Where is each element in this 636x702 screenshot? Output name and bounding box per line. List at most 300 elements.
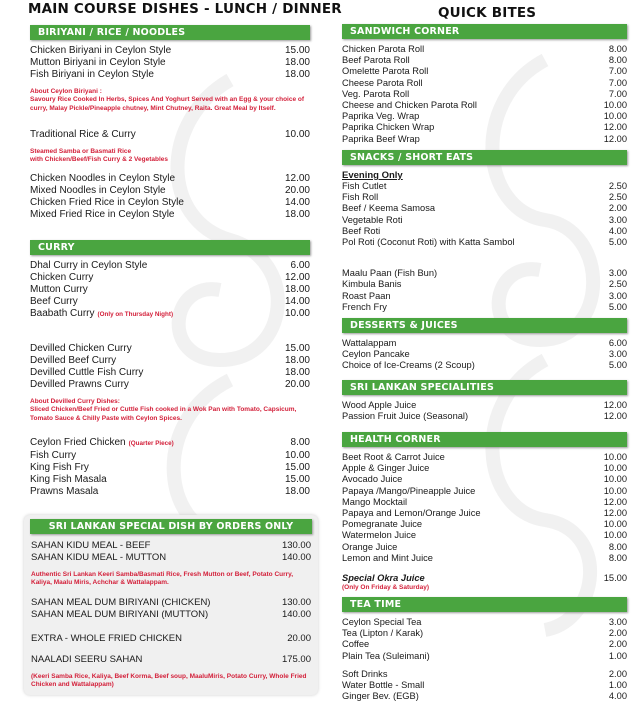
item-name	[342, 360, 475, 371]
item-price: 2.00	[608, 203, 627, 214]
item-name-text: SAHAN KIDU MEAL - MUTTON	[31, 552, 167, 563]
item-name-text: Chicken Curry	[30, 272, 94, 283]
item-name	[30, 486, 98, 498]
item-price: 12.00	[284, 272, 310, 283]
item-name-text: Paprika Beef Wrap	[342, 133, 420, 144]
item-group	[30, 129, 310, 165]
item-price: 12.00	[603, 122, 627, 133]
item-group	[342, 669, 627, 702]
item-group	[31, 597, 311, 621]
item-group	[342, 44, 627, 145]
menu-item	[30, 209, 310, 221]
section-biriyani-rice-noodles	[30, 25, 310, 221]
item-description: About Devilled Curry Dishes: Sliced Chicken/Beef Fried or Cuttle Fish cooked in a Wok Pan with Tomato, Capsicum, Tomato Sauce & Chilly Paste with Ceylon Spices.	[30, 398, 297, 422]
item-name-text: Cheese and Chicken Parota Roll	[342, 100, 477, 111]
item-name-text: Choice of Ice-Creams (2 Scoup)	[342, 360, 475, 371]
section-header: HEALTH CORNER	[342, 432, 627, 447]
item-name-text: Vegetable Roti	[342, 214, 403, 225]
item-price: 12.00	[603, 496, 627, 507]
item-name-text: Devilled Beef Curry	[30, 355, 117, 366]
item-group	[30, 437, 310, 498]
item-name-text: Cheese Parota Roll	[342, 77, 423, 88]
item-price: 10.00	[603, 452, 627, 462]
item-price: 15.00	[284, 45, 310, 56]
menu-item	[30, 260, 310, 272]
item-price: 20.00	[284, 185, 310, 197]
menu-item	[30, 462, 310, 474]
item-name	[342, 237, 515, 248]
item-name	[30, 450, 76, 462]
item-name	[30, 69, 154, 81]
item-price: 2.50	[608, 279, 627, 290]
item-group	[30, 173, 310, 221]
item-description: (Only On Friday & Saturday)	[342, 584, 430, 592]
menu-item	[342, 497, 627, 508]
item-name	[342, 279, 401, 290]
item-name	[31, 597, 210, 609]
item-name	[30, 462, 89, 474]
item-name	[342, 338, 396, 349]
item-price: 3.00	[608, 290, 627, 301]
item-name-text: Roast Paan	[342, 290, 391, 301]
menu-item	[342, 192, 627, 203]
section-sri-lankan-special-dish-by-orders-only	[24, 515, 318, 695]
item-name	[342, 111, 419, 122]
item-price: 18.00	[284, 284, 310, 295]
item-price: 6.00	[290, 260, 310, 271]
item-group	[31, 633, 311, 645]
item-price: 3.00	[608, 349, 627, 360]
menu-item	[342, 122, 627, 133]
item-price: 10.00	[284, 449, 310, 461]
menu-item	[342, 463, 627, 474]
item-name	[342, 486, 475, 497]
item-name-text: Beef Curry	[30, 296, 78, 307]
item-name-text: Mutton Biriyani in Ceylon Style	[30, 57, 166, 68]
section-health-corner	[342, 432, 627, 593]
menu-item	[342, 669, 627, 680]
item-name	[31, 609, 208, 621]
item-price: 10.00	[603, 474, 627, 485]
item-name	[342, 452, 445, 463]
item-name	[342, 134, 420, 145]
menu-item	[30, 308, 310, 321]
item-name	[342, 203, 435, 214]
item-price: 4.00	[608, 691, 627, 702]
item-price: 175.00	[281, 653, 311, 665]
item-name	[30, 474, 107, 486]
menu-item	[342, 508, 627, 519]
item-name	[31, 552, 166, 564]
menu-item	[342, 452, 627, 463]
menu-item	[30, 45, 310, 57]
item-name	[342, 55, 410, 66]
menu-item	[342, 89, 627, 100]
item-group	[30, 45, 310, 113]
item-name	[342, 628, 423, 639]
item-name-text: Papaya and Lemon/Orange Juice	[342, 508, 481, 519]
item-name-text: Devilled Cuttle Fish Curry	[30, 367, 144, 378]
item-price: 12.00	[603, 508, 627, 519]
item-name-text: Veg. Parota Roll	[342, 88, 410, 99]
item-name-text: Maalu Paan (Fish Bun)	[342, 268, 438, 279]
item-price: 8.00	[290, 436, 310, 448]
item-name	[342, 291, 391, 302]
item-name-text: Fish Roll	[342, 192, 379, 203]
item-group	[31, 654, 311, 690]
item-name	[30, 185, 166, 197]
menu-item	[342, 474, 627, 485]
item-price: 8.00	[608, 552, 627, 563]
item-price: 10.00	[603, 100, 627, 111]
menu-item	[31, 597, 311, 609]
item-group	[342, 268, 627, 313]
section-header: CURRY	[30, 240, 310, 255]
item-name	[342, 651, 430, 662]
item-price: 5.00	[608, 360, 627, 371]
menu-item	[342, 400, 627, 411]
item-name-text: Fish Biriyani in Ceylon Style	[30, 69, 154, 80]
menu-item	[342, 279, 627, 290]
item-name	[342, 89, 409, 100]
item-name	[342, 497, 407, 508]
menu-item	[30, 173, 310, 185]
item-price: 10.00	[603, 463, 627, 474]
item-price: 2.00	[608, 668, 627, 679]
item-name-text: EXTRA - WHOLE FRIED CHICKEN	[31, 632, 182, 644]
section-sri-lankan-specialities	[342, 380, 627, 422]
item-price: 10.00	[603, 530, 627, 541]
item-name-text: Apple & Ginger Juice	[342, 463, 430, 474]
item-price: 6.00	[608, 338, 627, 348]
item-price: 10.00	[284, 308, 310, 319]
item-name-text: Lemon and Mint Juice	[342, 552, 433, 563]
item-name	[342, 400, 416, 411]
item-price: 12.00	[603, 400, 627, 410]
item-name-text: Chicken Noodles in Ceylon Style	[30, 173, 176, 185]
item-price: 2.50	[608, 192, 627, 203]
item-name-text: SAHAN MEAL DUM BIRIYANI (MUTTON)	[31, 608, 209, 620]
item-price: 10.00	[284, 128, 310, 140]
menu-item	[342, 651, 627, 662]
item-price: 130.00	[281, 540, 311, 551]
item-availability-note: (Only on Thursday Night)	[97, 311, 174, 318]
section-header: SNACKS / SHORT EATS	[342, 150, 627, 165]
menu-item	[342, 639, 627, 650]
item-name	[342, 617, 421, 628]
item-name	[342, 680, 424, 691]
item-name	[342, 122, 434, 133]
item-price: 2.00	[608, 639, 627, 650]
item-price: 18.00	[284, 209, 310, 221]
item-name	[342, 78, 423, 89]
item-price: 14.00	[284, 296, 310, 307]
item-name-text: Fish Curry	[30, 449, 77, 461]
item-price: 15.00	[603, 573, 627, 584]
item-name-text: Baabath Curry	[30, 308, 95, 319]
item-name	[342, 530, 416, 541]
item-availability-note: (Quarter Piece)	[128, 439, 174, 447]
item-group	[342, 452, 627, 564]
item-description: About Ceylon Biriyani : Savoury Rice Cooked In Herbs, Spices And Yoghurt Served with an Egg & your choice of curry, Malay Pickle/Pineapple chutney, Mint Chutney, Raita. Great Meal by Itself.	[30, 88, 305, 112]
item-name	[342, 302, 387, 313]
menu-item	[30, 57, 310, 69]
menu-item	[31, 552, 311, 564]
item-name-text: Devilled Chicken Curry	[30, 343, 132, 354]
item-description: Authentic Sri Lankan Keeri Samba/Basmati Rice, Fresh Mutton or Beef, Potato Curry, Kaliya, Maalu Miris, Achchar & Wattalappam.	[31, 571, 294, 587]
item-name-text: Mixed Fried Rice in Ceylon Style	[30, 209, 175, 221]
item-name	[31, 654, 142, 666]
item-description: (Keeri Samba Rice, Kaliya, Beef Korma, Beef soup, MaaluMiris, Potato Curry, Whole Fried Chicken and Wattalappam)	[31, 672, 307, 688]
menu-item	[342, 100, 627, 111]
group-label: Evening Only	[342, 170, 403, 181]
item-price: 3.00	[608, 617, 627, 627]
menu-item	[342, 203, 627, 214]
item-price: 18.00	[284, 69, 310, 80]
menu-item	[342, 628, 627, 639]
item-name-text: Kimbula Banis	[342, 279, 402, 290]
item-price: 5.00	[608, 301, 627, 312]
item-group	[30, 343, 310, 423]
item-name-text: Passion Fruit Juice (Seasonal)	[342, 411, 469, 422]
menu-item	[342, 530, 627, 541]
item-name-text: Pomegranate Juice	[342, 519, 423, 530]
menu-item	[30, 450, 310, 462]
item-group	[342, 170, 627, 248]
item-name-text: Beef Parota Roll	[342, 55, 410, 66]
item-name-text: Paprika Veg. Wrap	[342, 111, 420, 122]
item-price: 140.00	[281, 608, 311, 620]
item-name-text: Plain Tea (Suleimani)	[342, 650, 430, 661]
menu-item	[31, 609, 311, 621]
item-name	[342, 474, 402, 485]
menu-item	[342, 519, 627, 530]
item-name-text: Beef Roti	[342, 225, 381, 236]
item-name-text: Prawns Masala	[30, 485, 99, 497]
section-header: BIRIYANI / RICE / NOODLES	[30, 25, 310, 40]
item-name-text: Mango Mocktail	[342, 496, 408, 507]
menu-item	[30, 296, 310, 308]
item-name-text: Chicken Fried Rice in Ceylon Style	[30, 197, 184, 209]
menu-item	[342, 215, 627, 226]
item-price: 8.00	[608, 541, 627, 552]
item-name	[30, 308, 173, 321]
item-price: 20.00	[287, 632, 311, 644]
item-name	[342, 411, 468, 422]
item-name-text: Mutton Curry	[30, 284, 88, 295]
item-name-text: King Fish Fry	[30, 461, 89, 473]
section-header: SANDWICH CORNER	[342, 24, 627, 39]
main-course-title: MAIN COURSE DISHES - LUNCH / DINNER	[28, 1, 342, 17]
item-name-text: Ceylon Special Tea	[342, 617, 422, 627]
item-name	[31, 540, 150, 552]
item-name	[342, 268, 437, 279]
item-name	[30, 260, 147, 272]
item-name	[342, 66, 428, 77]
item-name-text: Ceylon Fried Chicken	[30, 436, 126, 448]
menu-item	[30, 355, 310, 367]
item-price: 12.00	[603, 133, 627, 144]
item-price: 4.00	[608, 225, 627, 236]
item-name-text: NAALADI SEERU SAHAN	[31, 653, 143, 665]
menu-item	[30, 284, 310, 296]
item-name	[342, 215, 402, 226]
item-name-text: Soft Drinks	[342, 668, 388, 679]
item-name-text: Special Okra Juice	[342, 573, 425, 584]
menu-item	[30, 69, 310, 81]
menu-item	[342, 181, 627, 192]
item-name	[30, 173, 175, 185]
item-name	[342, 181, 386, 192]
item-name-text: Tea (Lipton / Karak)	[342, 628, 424, 639]
menu-item	[342, 55, 627, 66]
menu-item	[342, 411, 627, 422]
item-name	[342, 226, 380, 237]
section-header: SRI LANKAN SPECIAL DISH BY ORDERS ONLY	[30, 519, 312, 534]
item-name	[30, 296, 78, 308]
item-price: 7.00	[608, 77, 627, 88]
item-name-text: Paprika Chicken Wrap	[342, 122, 435, 133]
menu-item	[342, 553, 627, 564]
menu-item	[342, 542, 627, 553]
item-name-text: Pol Roti (Coconut Roti) with Katta Sambol	[342, 237, 515, 248]
item-price: 15.00	[284, 473, 310, 485]
menu-item	[342, 78, 627, 89]
menu-item	[342, 486, 627, 497]
menu-item	[31, 633, 311, 645]
main-course-column	[30, 0, 310, 700]
item-name	[342, 349, 410, 360]
menu-item	[342, 691, 627, 702]
item-name	[30, 45, 171, 57]
item-name-text: King Fish Masala	[30, 473, 107, 485]
menu-item	[342, 291, 627, 302]
item-name	[342, 192, 378, 203]
item-name-text: Avocado Juice	[342, 474, 403, 485]
section-sandwich-corner	[342, 24, 627, 145]
menu-item	[31, 540, 311, 552]
menu-item	[342, 617, 627, 628]
item-price: 5.00	[608, 237, 627, 248]
menu-item	[30, 474, 310, 486]
item-price: 140.00	[281, 552, 311, 563]
menu-item	[30, 367, 310, 379]
item-price: 2.00	[608, 628, 627, 639]
quick-bites-column	[342, 0, 627, 700]
item-group	[30, 260, 310, 321]
menu-item	[30, 272, 310, 284]
item-name	[342, 553, 433, 564]
item-price: 7.00	[608, 66, 627, 77]
item-price: 15.00	[284, 461, 310, 473]
item-name-text: SAHAN KIDU MEAL - BEEF	[31, 540, 151, 551]
item-name	[30, 57, 166, 69]
item-description: Steamed Samba or Basmati Rice with Chicken/Beef/Fish Curry & 2 Vegetables	[30, 147, 168, 164]
item-name	[30, 379, 129, 391]
item-name	[342, 691, 419, 702]
menu-item	[342, 44, 627, 55]
menu-item	[342, 360, 627, 371]
menu-item	[342, 680, 627, 691]
item-group	[342, 338, 627, 372]
item-name	[30, 284, 88, 296]
menu-item	[342, 226, 627, 237]
quick-bites-title: QUICK BITES	[438, 5, 537, 21]
item-price: 15.00	[284, 343, 310, 354]
menu-item	[30, 437, 310, 450]
item-name-text: Chicken Parota Roll	[342, 44, 425, 54]
item-price: 7.00	[608, 88, 627, 99]
item-name	[30, 355, 116, 367]
item-name	[342, 542, 397, 553]
item-price: 18.00	[284, 485, 310, 497]
item-name	[30, 197, 184, 209]
menu-item	[30, 185, 310, 197]
item-price: 3.00	[608, 268, 627, 279]
menu-item	[31, 654, 311, 666]
item-name-text: Mixed Noodles in Ceylon Style	[30, 185, 166, 197]
section-desserts-juices	[342, 318, 627, 372]
menu-item	[342, 338, 627, 349]
item-name-text: Wood Apple Juice	[342, 400, 417, 410]
item-name-text: Beef / Keema Samosa	[342, 203, 436, 214]
menu-item	[342, 349, 627, 360]
item-name	[30, 367, 143, 379]
item-group	[342, 573, 627, 593]
item-name-text: Water Bottle - Small	[342, 680, 425, 691]
menu-item	[342, 302, 627, 313]
item-name-text: Beet Root & Carrot Juice	[342, 452, 445, 462]
item-price: 20.00	[284, 379, 310, 390]
item-price: 8.00	[608, 44, 627, 54]
menu-item	[342, 111, 627, 122]
item-price: 2.50	[608, 181, 627, 191]
item-price: 18.00	[284, 57, 310, 68]
menu-item	[30, 197, 310, 209]
item-price: 1.00	[608, 650, 627, 661]
menu-item	[30, 343, 310, 355]
item-name	[30, 129, 136, 141]
item-name-text: Wattalappam	[342, 338, 397, 348]
item-name	[30, 343, 132, 355]
item-name-text: Dhal Curry in Ceylon Style	[30, 260, 148, 271]
item-name	[342, 519, 422, 530]
item-price: 18.00	[284, 355, 310, 366]
item-price: 8.00	[608, 55, 627, 66]
item-name	[342, 639, 369, 650]
item-name	[342, 44, 424, 55]
item-name	[30, 209, 175, 221]
item-group	[31, 540, 311, 588]
section-header: DESSERTS & JUICES	[342, 318, 627, 333]
item-name-text: Devilled Prawns Curry	[30, 379, 129, 390]
item-name-text: Ceylon Pancake	[342, 349, 410, 360]
menu-item	[342, 573, 627, 584]
item-name	[30, 272, 93, 284]
item-price: 10.00	[603, 485, 627, 496]
item-name	[30, 437, 174, 450]
item-name	[342, 100, 477, 111]
menu-item	[342, 268, 627, 279]
section-curry	[30, 240, 310, 498]
item-name-text: French Fry	[342, 301, 387, 312]
menu-item	[30, 486, 310, 498]
section-snacks-short-eats	[342, 150, 627, 313]
item-name	[342, 669, 387, 680]
item-name	[342, 508, 481, 519]
item-price: 130.00	[281, 596, 311, 608]
item-name-text: Omelette Parota Roll	[342, 66, 429, 77]
